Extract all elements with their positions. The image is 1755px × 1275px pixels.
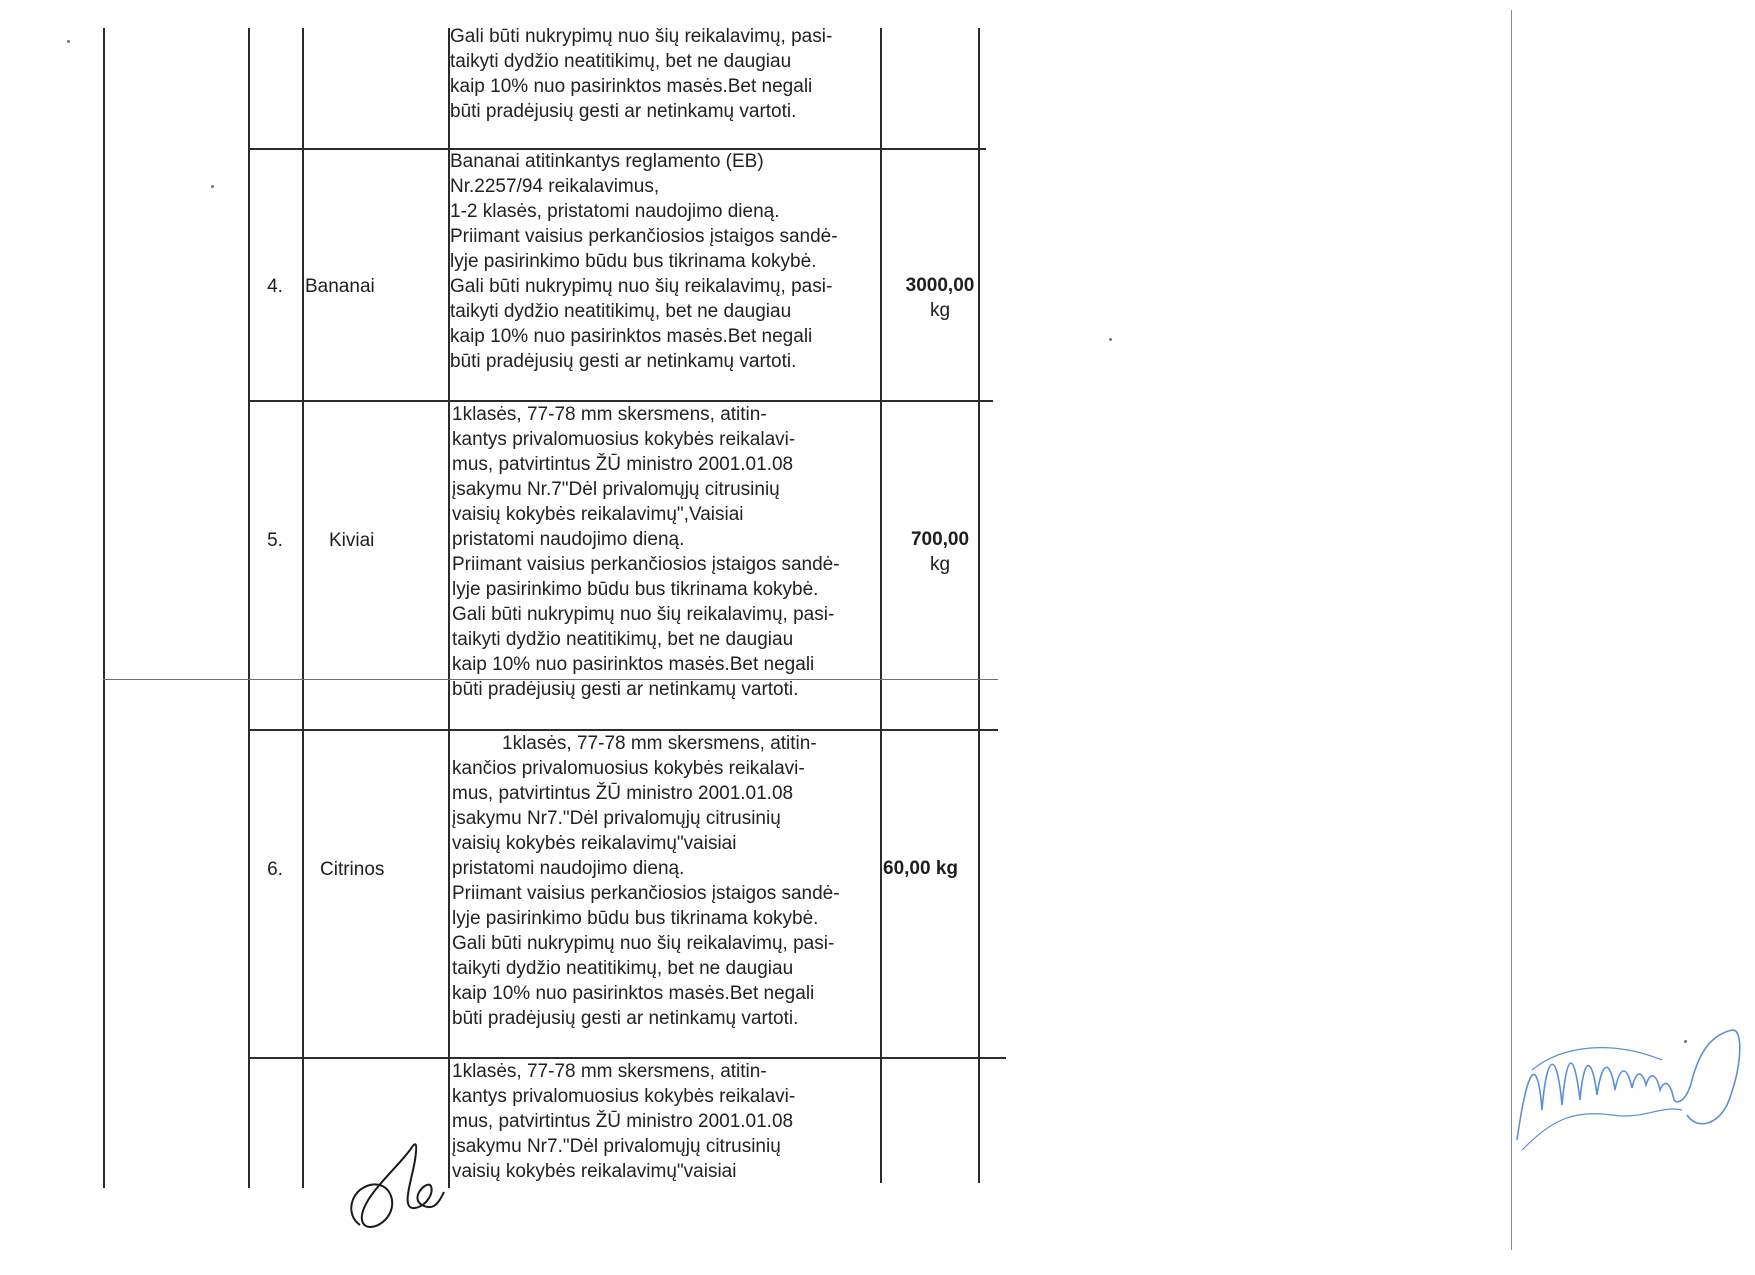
scan-speck [211, 185, 214, 188]
left-margin-rule [103, 28, 105, 1188]
quantity-value: 60,00 kg [883, 858, 958, 879]
row-number: 5. [267, 530, 283, 551]
row-description: 1klasės, 77-78 mm skersmens, atitin- kantys privalomuosius kokybės reikalavi- mus, patvirtintus ŽŪ ministro 2001.01.08 įsakymu Nr7."Dėl privalomųjų citrusinių vaisių kokybės reikalavimų"vaisiai [452, 1061, 796, 1182]
row-product-name: Bananai [305, 276, 375, 297]
row-number: 6. [267, 859, 283, 880]
table-left-rule [248, 28, 250, 1188]
quantity-value: 700,00 [910, 529, 970, 550]
row-description: 1klasės, 77-78 mm skersmens, atitin- kančios privalomuosius kokybės reikalavi- mus, patvirtintus ŽŪ ministro 2001.01.08 įsakymu Nr7."Dėl privalomųjų citrusinių vaisių kokybės reikalavimų"vaisiai pristatomi naudojimo dieną. Priimant vaisius perkančiosios įstaigos sandė- lyje pasirinkimo būdu bus tikrinama kokybė. Gali būti nukrypimų nuo šių reikalavimų, pasi- taikyti dydžio neatitikimų, bet ne daugiau kaip 10% nuo pasirinktos masės.Bet negali būti pradėjusių gesti ar netinkamų vartoti. [452, 733, 840, 1029]
quantity-unit: kg [929, 300, 951, 321]
row-description: Gali būti nukrypimų nuo šių reikalavimų, pasi- taikyti dydžio neatitikimų, bet ne daugiau kaip 10% nuo pasirinktos masės.Bet negali būti pradėjusių gesti ar netinkamų vartoti. [450, 26, 833, 122]
desc-col-rule [880, 28, 882, 1183]
scan-speck [1109, 338, 1112, 341]
scan-speck [1684, 1040, 1687, 1043]
row-description: 1klasės, 77-78 mm skersmens, atitin- kantys privalomuosius kokybės reikalavi- mus, patvirtintus ŽŪ ministro 2001.01.08 įsakymu Nr.7"Dėl privalomųjų citrusinių vaisių kokybės reikalavimų",Vaisiai pristatomi naudojimo dieną. Priimant vaisius perkančiosios įstaigos sandė- lyje pasirinkimo būdu bus tikrinama kokybė. Gali būti nukrypimų nuo šių reikalavimų, pasi- taikyti dydžio neatitikimų, bet ne daugiau kaip 10% nuo pasirinktos masės.Bet negali būti pradėjusių gesti ar netinkamų vartoti. [452, 404, 840, 700]
handwritten-signature-blue [1512, 1010, 1752, 1180]
handwritten-signature [340, 1130, 450, 1240]
row-quantity [883, 856, 983, 881]
row-quantity [895, 273, 985, 323]
scan-speck [67, 40, 70, 43]
num-col-rule [302, 28, 304, 1188]
quantity-unit: kg [929, 554, 951, 575]
row-quantity [895, 527, 985, 577]
qty-col-rule [978, 28, 980, 1183]
quantity-value: 3000,00 [905, 275, 975, 296]
row-number: 4. [267, 276, 283, 297]
row-product-name: Citrinos [320, 859, 385, 880]
row-product-name: Kiviai [329, 530, 375, 551]
row-description: Bananai atitinkantys reglamento (EB) Nr.2257/94 reikalavimus, 1-2 klasės, pristatomi naudojimo dieną. Priimant vaisius perkančiosios įstaigos sandė- lyje pasirinkimo būdu bus tikrinama kokybė. Gali būti nukrypimų nuo šių reikalavimų, pasi- taikyti dydžio neatitikimų, bet ne daugiau kaip 10% nuo pasirinktos masės.Bet negali būti pradėjusių gesti ar netinkamų vartoti. [450, 151, 838, 372]
